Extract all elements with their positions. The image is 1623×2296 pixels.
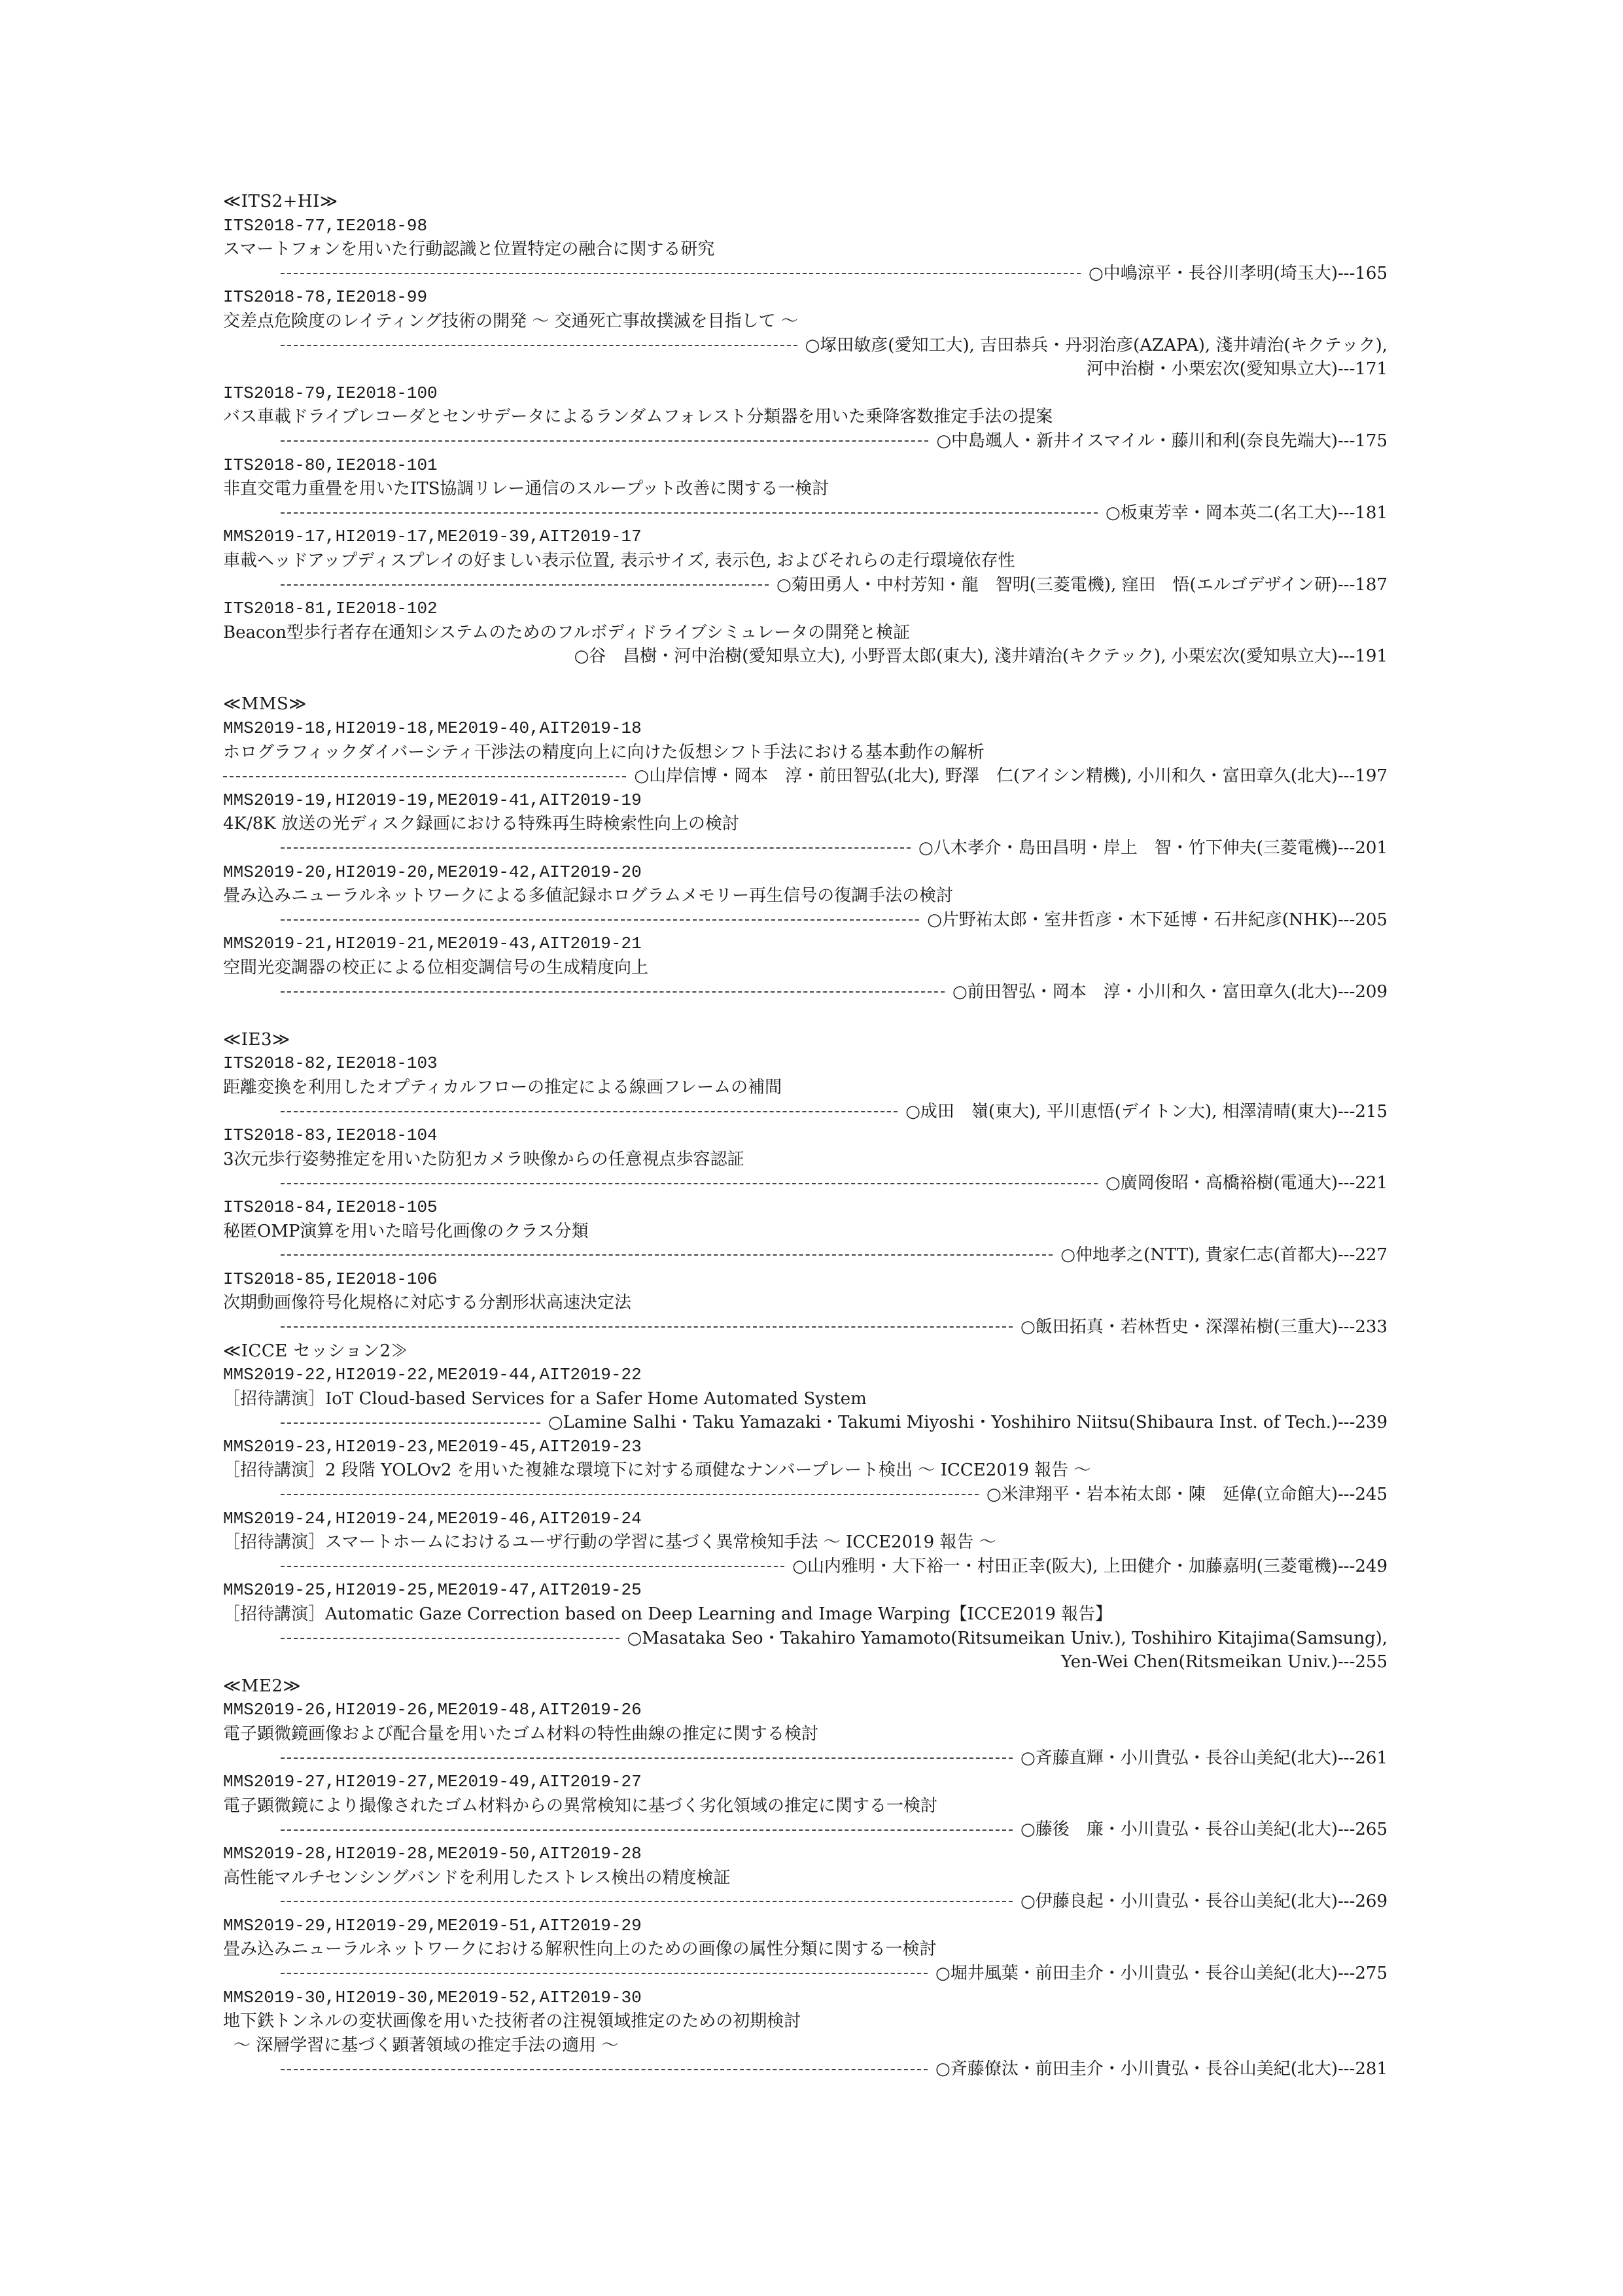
toc-entry (223, 1842, 1387, 1914)
authors-text: ○成田 嶺(東大), 平川恵悟(デイトン大), 相澤清晴(東大)---215 (905, 1101, 1387, 1122)
leader-dashes (281, 512, 1098, 514)
entry-authors (223, 1890, 1387, 1914)
entry-authors (223, 1171, 1387, 1195)
toc-entry (223, 932, 1387, 1004)
section-heading: ≪ICCE セッション2≫ (223, 1341, 409, 1361)
leader-dashes (281, 1566, 784, 1567)
section-gap (223, 1004, 1387, 1028)
toc-entry (223, 214, 1387, 286)
leader-dashes (281, 919, 919, 921)
entry-title: 電子顕微鏡により撮像されたゴム材料からの異常検知に基づく劣化領域の推定に関する一検討 (223, 1795, 938, 1816)
entry-title: 次期動画像符号化規格に対応する分割形状高速決定法 (223, 1293, 632, 1313)
entry-id: MMS2019-21,HI2019-21,ME2019-43,AIT2019-21 (223, 934, 642, 954)
section-gap (223, 669, 1387, 693)
leader-dashes (281, 584, 769, 586)
section-heading: ≪ME2≫ (223, 1676, 302, 1696)
authors-text: ○仲地孝之(NTT), 貴家仁志(首都大)---227 (1060, 1245, 1387, 1265)
toc-entry (223, 1051, 1387, 1123)
authors-text: ○板東芳幸・岡本英二(名工大)---181 (1106, 503, 1387, 523)
entry-authors (223, 836, 1387, 860)
entry-id: MMS2019-20,HI2019-20,ME2019-42,AIT2019-20 (223, 862, 642, 882)
authors-text: ○前田智弘・岡本 淳・小川和久・富田章久(北大)---209 (952, 981, 1387, 1002)
entry-title: 畳み込みニューラルネットワークによる多値記録ホログラムメモリー再生信号の復調手法の検討 (223, 886, 954, 906)
authors-text: ○伊藤良起・小川貴弘・長谷山美紀(北大)---269 (1021, 1892, 1387, 1912)
entry-authors (223, 501, 1387, 525)
toc-entry (223, 1195, 1387, 1267)
entry-title: 空間光変調器の校正による位相変調信号の生成精度向上 (223, 958, 649, 978)
leader-dashes (281, 1254, 1053, 1256)
authors-text: ○八木孝介・島田昌明・岸上 智・竹下伸夫(三菱電機)---201 (918, 838, 1387, 858)
toc-entry (223, 1267, 1387, 1339)
authors-text: ○山内雅明・大下裕一・村田正幸(阪大), 上田健介・加藤嘉明(三菱電機)---249 (792, 1556, 1387, 1576)
section-heading: ≪MMS≫ (223, 694, 307, 715)
entry-title: 4K/8K 放送の光ディスク録画における特殊再生時検索性向上の検討 (223, 814, 739, 834)
toc-entry (223, 1914, 1387, 1986)
entry-title: 高性能マルチセンシングバンドを利用したストレス検出の精度検証 (223, 1867, 731, 1888)
leader-dashes (281, 991, 945, 993)
toc-entry (223, 381, 1387, 453)
authors-text: ○Masataka Seo・Takahiro Yamamoto(Ritsumeikan Univ.), Toshihiro Kitajima(Samsung), (627, 1628, 1387, 1648)
authors-text: ○片野祐太郎・室井哲彦・木下延博・石井紀彦(NHK)---205 (927, 910, 1387, 930)
leader-dashes (281, 2069, 928, 2070)
entry-authors: ○谷 昌樹・河中治樹(愛知県立大), 小野晋太郎(東大), 淺井靖治(キクテック), 小栗宏次(愛知県立大)---191 (574, 646, 1387, 667)
leader-dashes (281, 847, 911, 849)
entry-authors (223, 573, 1387, 597)
entry-id: MMS2019-22,HI2019-22,ME2019-44,AIT2019-22 (223, 1365, 642, 1385)
toc-entry (223, 285, 1387, 381)
entry-authors (223, 334, 1387, 358)
entry-id: MMS2019-26,HI2019-26,ME2019-48,AIT2019-26 (223, 1700, 642, 1720)
toc-entry (223, 1986, 1387, 2081)
leader-dashes (281, 1494, 979, 1495)
entry-title: ［招待講演］Automatic Gaze Correction based on Deep Learning and Image Warping【ICCE2019 報告】 (223, 1604, 1113, 1625)
toc-entry (223, 1123, 1387, 1195)
authors-continuation: 河中治樹・小栗宏次(愛知県立大)---171 (1086, 359, 1387, 380)
entry-id: ITS2018-81,IE2018-102 (223, 599, 438, 619)
toc-entry (223, 716, 1387, 788)
authors-text: ○Lamine Salhi・Taku Yamazaki・Takumi Miyoshi・Yoshihiro Niitsu(Shibaura Inst. of Tech.)---239 (548, 1413, 1387, 1433)
toc-entry (223, 1770, 1387, 1842)
entry-id: MMS2019-29,HI2019-29,ME2019-51,AIT2019-29 (223, 1915, 642, 1935)
authors-text: ○藤後 廉・小川貴弘・長谷山美紀(北大)---265 (1021, 1820, 1387, 1840)
entry-title: 地下鉄トンネルの変状画像を用いた技術者の注視領域推定のための初期検討 (223, 2011, 801, 2032)
entry-id: ITS2018-77,IE2018-98 (223, 215, 428, 236)
entry-title: 3次元歩行姿勢推定を用いた防犯カメラ映像からの任意視点歩容認証 (223, 1149, 744, 1169)
authors-text: ○菊田勇人・中村芳知・龍 智明(三菱電機), 窪田 悟(エルゴデザイン研)---187 (777, 574, 1387, 595)
entry-id: MMS2019-30,HI2019-30,ME2019-52,AIT2019-30 (223, 1987, 642, 2007)
entry-title: Beacon型歩行者存在通知システムのためのフルボディドライブシミュレータの開発と検証 (223, 622, 911, 643)
entry-authors (223, 2057, 1387, 2081)
entry-authors (223, 1627, 1387, 1651)
entry-id: MMS2019-17,HI2019-17,ME2019-39,AIT2019-17 (223, 527, 642, 547)
entry-authors (223, 980, 1387, 1004)
entry-authors (223, 1483, 1387, 1507)
entry-authors (223, 1746, 1387, 1771)
entry-id: ITS2018-78,IE2018-99 (223, 287, 428, 308)
entry-id: ITS2018-83,IE2018-104 (223, 1125, 438, 1146)
leader-dashes (281, 345, 797, 346)
entry-title: 非直交電力重畳を用いたITS協調リレー通信のスループット改善に関する一検討 (223, 479, 829, 499)
toc-entry (223, 1435, 1387, 1507)
authors-text: ○塚田敏彦(愛知工大), 吉田恭兵・丹羽治彦(AZAPA), 淺井靖治(キクテック), (805, 335, 1387, 355)
entry-authors (223, 1555, 1387, 1579)
toc-entry (223, 1698, 1387, 1770)
leader-dashes (281, 1901, 1013, 1902)
entry-title: 交差点危険度のレイティング技術の開発 〜 交通死亡事故撲滅を目指して 〜 (223, 311, 798, 331)
entry-subtitle: 〜 深層学習に基づく顕著領域の推定手法の適用 〜 (234, 2035, 619, 2055)
leader-dashes (281, 1183, 1098, 1184)
entry-id: ITS2018-85,IE2018-106 (223, 1269, 438, 1289)
leader-dashes (281, 1973, 928, 1974)
authors-text: ○堀井風葉・前田圭介・小川貴弘・長谷山美紀(北大)---275 (935, 1963, 1387, 1983)
leader-dashes (281, 440, 928, 442)
authors-text: ○中嶋涼平・長谷川孝明(埼玉大)---165 (1089, 263, 1387, 283)
entry-title: バス車載ドライブレコーダとセンサデータによるランダムフォレスト分類器を用いた乗降客数推定手法の提案 (223, 407, 1053, 427)
leader-dashes (281, 273, 1081, 274)
entry-id: MMS2019-27,HI2019-27,ME2019-49,AIT2019-27 (223, 1772, 642, 1792)
toc-entry (223, 1507, 1387, 1579)
entry-title: スマートフォンを用いた行動認識と位置特定の融合に関する研究 (223, 239, 715, 260)
entry-id: ITS2018-82,IE2018-103 (223, 1053, 438, 1074)
entry-id: MMS2019-18,HI2019-18,ME2019-40,AIT2019-18 (223, 718, 642, 739)
toc-entry (223, 597, 1387, 669)
entry-id: MMS2019-23,HI2019-23,ME2019-45,AIT2019-23 (223, 1436, 642, 1457)
entry-authors (223, 1411, 1387, 1435)
toc-entry (223, 525, 1387, 597)
toc-entry (223, 1363, 1387, 1435)
entry-authors (223, 1315, 1387, 1339)
authors-text: ○斉藤直輝・小川貴弘・長谷山美紀(北大)---261 (1021, 1748, 1387, 1768)
entry-title: ［招待講演］IoT Cloud-based Services for a Safer Home Automated System (223, 1388, 867, 1409)
section-heading: ≪IE3≫ (223, 1029, 290, 1050)
toc-entry (223, 788, 1387, 860)
authors-text: ○廣岡俊昭・高橋裕樹(電通大)---221 (1106, 1173, 1387, 1193)
toc-entry (223, 860, 1387, 932)
entry-authors (223, 1243, 1387, 1267)
entry-id: MMS2019-24,HI2019-24,ME2019-46,AIT2019-24 (223, 1508, 642, 1528)
entry-title: ［招待講演］2 段階 YOLOv2 を用いた複雑な環境下に対する頑健なナンバープレート検出 〜 ICCE2019 報告 〜 (223, 1460, 1091, 1481)
entry-id: ITS2018-80,IE2018-101 (223, 455, 438, 475)
entry-title: 電子顕微鏡画像および配合量を用いたゴム材料の特性曲線の推定に関する検討 (223, 1724, 819, 1744)
entry-id: ITS2018-84,IE2018-105 (223, 1197, 438, 1217)
entry-authors (223, 429, 1387, 453)
leader-dashes (281, 1757, 1013, 1759)
leader-dashes (223, 776, 626, 777)
entry-title: 車載ヘッドアップディスプレイの好ましい表示位置, 表示サイズ, 表示色, およびそれらの走行環境依存性 (223, 550, 1015, 571)
authors-text: ○米津翔平・岩本祐太郎・陳 延偉(立命館大)---245 (986, 1485, 1387, 1505)
entry-id: MMS2019-28,HI2019-28,ME2019-50,AIT2019-28 (223, 1843, 642, 1863)
table-of-contents (223, 190, 1387, 2081)
leader-dashes (281, 1326, 1013, 1328)
leader-dashes (281, 1111, 898, 1112)
entry-authors (223, 1962, 1387, 1986)
entry-authors (223, 262, 1387, 286)
entry-title: ホログラフィックダイバーシティ干渉法の精度向上に向けた仮想シフト手法における基本動作の解析 (223, 742, 985, 762)
authors-text: ○山岸信博・岡本 淳・前田智弘(北大), 野澤 仁(アイシン精機), 小川和久・富田章久(北大)---197 (634, 766, 1387, 786)
entry-id: MMS2019-19,HI2019-19,ME2019-41,AIT2019-19 (223, 790, 642, 810)
section-heading: ≪ITS2+HI≫ (223, 192, 338, 211)
leader-dashes (281, 1829, 1013, 1831)
toc-entry (223, 1578, 1387, 1674)
leader-dashes (281, 1638, 620, 1639)
entry-title: ［招待講演］スマートホームにおけるユーザ行動の学習に基づく異常検知手法 〜 ICCE2019 報告 〜 (223, 1532, 996, 1553)
entry-authors (223, 908, 1387, 932)
authors-text: ○飯田拓真・若林哲史・深澤祐樹(三重大)---233 (1021, 1316, 1387, 1337)
entry-authors (223, 1818, 1387, 1842)
entry-title: 畳み込みニューラルネットワークにおける解釈性向上のための画像の属性分類に関する一検討 (223, 1939, 937, 1960)
authors-continuation: Yen-Wei Chen(Ritsmeikan Univ.)---255 (1060, 1652, 1387, 1672)
entry-authors (223, 1100, 1387, 1124)
entry-title: 秘匿OMP演算を用いた暗号化画像のクラス分類 (223, 1221, 589, 1241)
entry-id: ITS2018-79,IE2018-100 (223, 383, 438, 403)
toc-entry (223, 453, 1387, 525)
entry-authors (223, 764, 1387, 788)
entry-title: 距離変換を利用したオプティカルフローの推定による線画フレームの補間 (223, 1077, 782, 1097)
leader-dashes (281, 1422, 540, 1424)
entry-id: MMS2019-25,HI2019-25,ME2019-47,AIT2019-25 (223, 1580, 642, 1600)
authors-text: ○斉藤僚汰・前田圭介・小川貴弘・長谷山美紀(北大)---281 (935, 2059, 1387, 2079)
authors-text: ○中島颯人・新井イスマイル・藤川和利(奈良先端大)---175 (936, 431, 1387, 451)
